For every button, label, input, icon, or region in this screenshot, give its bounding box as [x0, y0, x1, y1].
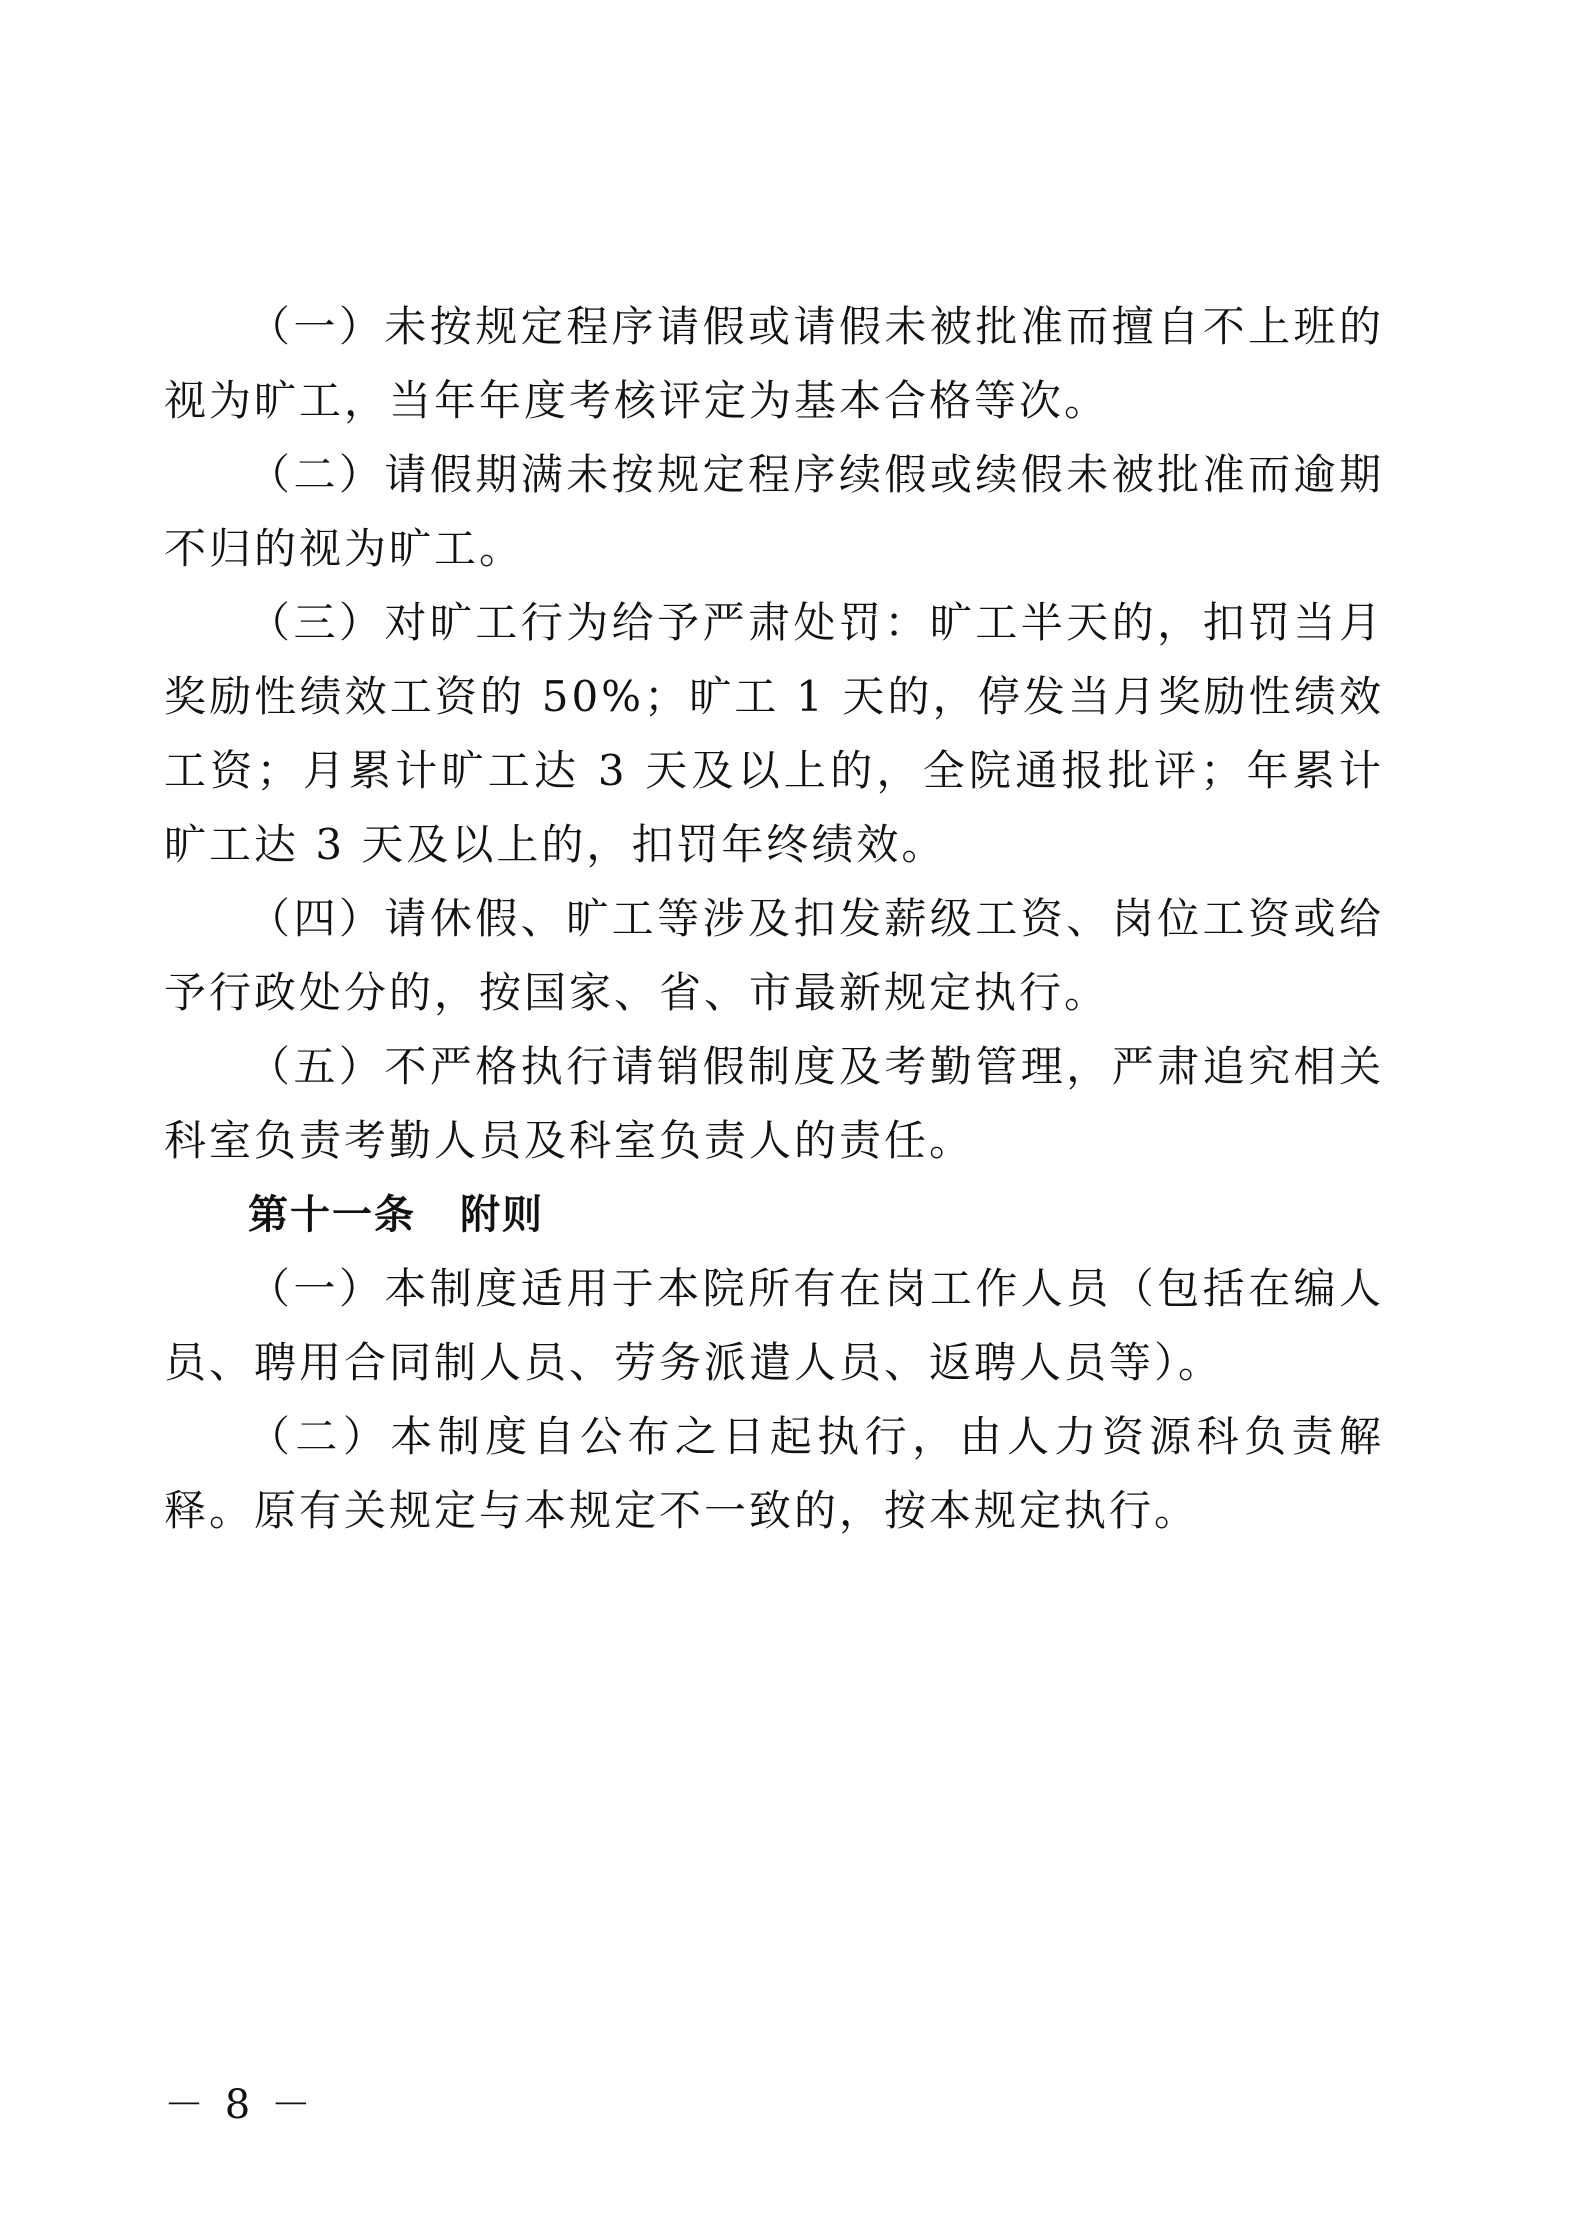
clause-paragraph-3: （三）对旷工行为给予严肃处罚：旷工半天的，扣罚当月奖励性绩效工资的 50%；旷工 1 天的，停发当月奖励性绩效工资；月累计旷工达 3 天及以上的，全院通报批评；年累计旷工达 3 天及以上的，扣罚年终绩效。 — [164, 598, 1384, 869]
clause-paragraph-5: （五）不严格执行请销假制度及考勤管理，严肃追究相关科室负责考勤人员及科室负责人的责任。 — [164, 1042, 1384, 1165]
clause-paragraph-4: （四）请休假、旷工等涉及扣发薪级工资、岗位工资或给予行政处分的，按国家、省、市最新规定执行。 — [164, 894, 1384, 1017]
article-heading — [164, 1178, 1384, 1252]
article-title: 附则 — [460, 1192, 544, 1238]
article-number: 第十一条 — [248, 1192, 416, 1238]
document-body — [164, 290, 1384, 1548]
page-number: － 8 － — [164, 2082, 315, 2128]
article-paragraph-1: （一）本制度适用于本院所有在岗工作人员（包括在编人员、聘用合同制人员、劳务派遣人员、返聘人员等）。 — [164, 1264, 1384, 1387]
article-paragraph-2: （二）本制度自公布之日起执行，由人力资源科负责解释。原有关规定与本规定不一致的，按本规定执行。 — [164, 1412, 1384, 1535]
clause-paragraph-2: （二）请假期满未按规定程序续假或续假未被批准而逾期不归的视为旷工。 — [164, 450, 1384, 573]
clause-paragraph-1: （一）未按规定程序请假或请假未被批准而擅自不上班的视为旷工，当年年度考核评定为基本合格等次。 — [164, 302, 1384, 425]
